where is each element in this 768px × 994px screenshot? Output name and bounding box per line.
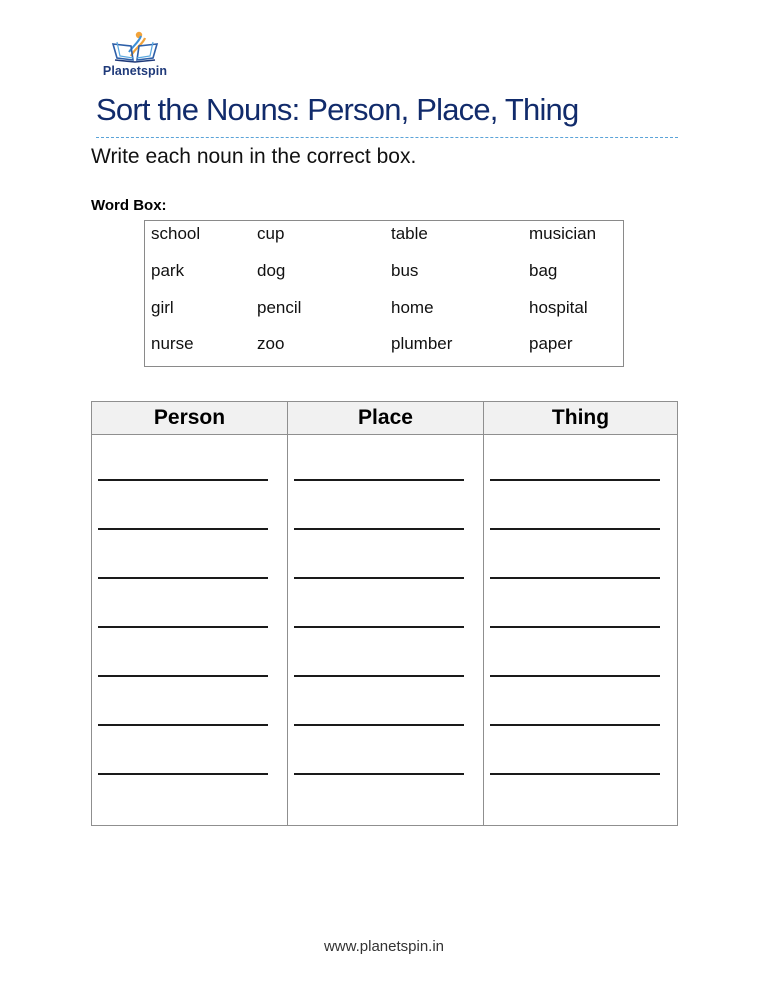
column-header-person: Person (92, 402, 287, 435)
word-box (144, 220, 624, 367)
answer-line[interactable] (98, 626, 268, 628)
word: cup (257, 224, 285, 243)
word: park (151, 261, 185, 280)
answer-line[interactable] (490, 528, 660, 530)
answer-line[interactable] (294, 577, 464, 579)
answer-line[interactable] (294, 724, 464, 726)
page-title: Sort the Nouns: Person, Place, Thing (96, 92, 579, 127)
word: pencil (257, 298, 302, 317)
open-book-with-figure-icon (109, 30, 161, 64)
brand-name: Planetspin (102, 64, 168, 78)
word: paper (529, 334, 573, 353)
word: bag (529, 261, 558, 280)
footer-url: www.planetspin.in (323, 938, 445, 955)
word: home (391, 298, 434, 317)
answer-line[interactable] (294, 528, 464, 530)
word-box-label: Word Box: (91, 197, 167, 214)
answer-line[interactable] (490, 479, 660, 481)
answer-line[interactable] (490, 724, 660, 726)
answer-line[interactable] (98, 724, 268, 726)
word: musician (529, 224, 597, 243)
word: nurse (151, 334, 194, 353)
title-divider (96, 137, 678, 138)
answer-line[interactable] (490, 626, 660, 628)
instruction-text: Write each noun in the correct box. (91, 145, 417, 168)
word: girl (151, 298, 174, 317)
word: bus (391, 261, 419, 280)
answer-line[interactable] (294, 675, 464, 677)
answer-line[interactable] (98, 577, 268, 579)
answer-line[interactable] (294, 773, 464, 775)
word: plumber (391, 334, 453, 353)
answer-line[interactable] (294, 479, 464, 481)
sort-table (91, 401, 678, 826)
answer-line[interactable] (490, 577, 660, 579)
answer-line[interactable] (98, 528, 268, 530)
column-header-place: Place (288, 402, 483, 435)
word: dog (257, 261, 286, 280)
column-place (287, 402, 483, 825)
column-person (92, 402, 287, 825)
word: table (391, 224, 428, 243)
column-header-thing: Thing (484, 402, 677, 435)
answer-line[interactable] (294, 626, 464, 628)
word: zoo (257, 334, 285, 353)
answer-line[interactable] (98, 675, 268, 677)
answer-line[interactable] (98, 773, 268, 775)
planetspin-logo (97, 30, 173, 82)
column-thing (483, 402, 677, 825)
answer-line[interactable] (490, 773, 660, 775)
answer-line[interactable] (98, 479, 268, 481)
answer-line[interactable] (490, 675, 660, 677)
word: school (151, 224, 201, 243)
word: hospital (529, 298, 588, 317)
